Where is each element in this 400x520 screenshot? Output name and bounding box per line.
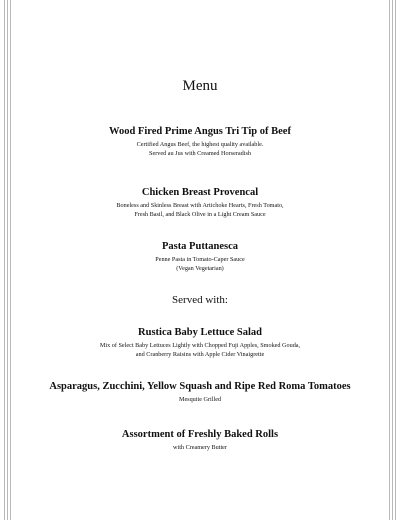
menu-item-pasta	[14, 240, 386, 273]
right-border-line	[392, 0, 393, 520]
item-description: Mix of Select Baby Lettuces Lightly with Chopped Fuji Apples, Smoked Gouda,	[99, 342, 301, 349]
item-description: Fresh Basil, and Black Olive in a Light Cream Sauce	[134, 211, 266, 218]
left-border-line	[10, 0, 11, 520]
menu-item-tri-tip	[14, 125, 386, 158]
item-description: and Cranberry Raisins with Apple Cider Vinaigrette	[135, 351, 265, 358]
left-border-line	[7, 0, 8, 520]
item-description: Served au Jus with Creamed Horseradish	[149, 150, 251, 157]
menu-item-salad	[14, 326, 386, 359]
item-description: Penne Pasta in Tomato-Caper Sauce	[155, 256, 245, 263]
menu-title: Menu	[182, 78, 218, 94]
right-border-line	[389, 0, 390, 520]
item-name: Chicken Breast Provencal	[141, 187, 259, 198]
item-name: Asparagus, Zucchini, Yellow Squash and Ripe Red Roma Tomatoes	[49, 381, 351, 392]
served-with-heading: Served with:	[172, 294, 228, 306]
item-name: Assortment of Freshly Baked Rolls	[121, 429, 279, 440]
item-description: (Vegan Vegetarian)	[176, 265, 224, 272]
menu-item-chicken	[14, 186, 386, 219]
item-name: Rustica Baby Lettuce Salad	[138, 327, 262, 338]
left-border-line	[4, 0, 5, 520]
item-description: with Creamery Butter	[173, 444, 227, 451]
item-description: Certified Angus Beef, the highest quality available.	[136, 141, 264, 148]
menu-item-rolls	[14, 428, 386, 452]
right-border-line	[395, 0, 396, 520]
item-description: Mesquite Grilled	[178, 396, 222, 403]
item-description: Boneless and Skinless Breast with Artichoke Hearts, Fresh Tomato,	[116, 202, 284, 209]
item-name: Wood Fired Prime Angus Tri Tip of Beef	[109, 126, 291, 137]
menu-item-vegetables	[14, 380, 386, 404]
item-name: Pasta Puttanesca	[161, 241, 239, 252]
